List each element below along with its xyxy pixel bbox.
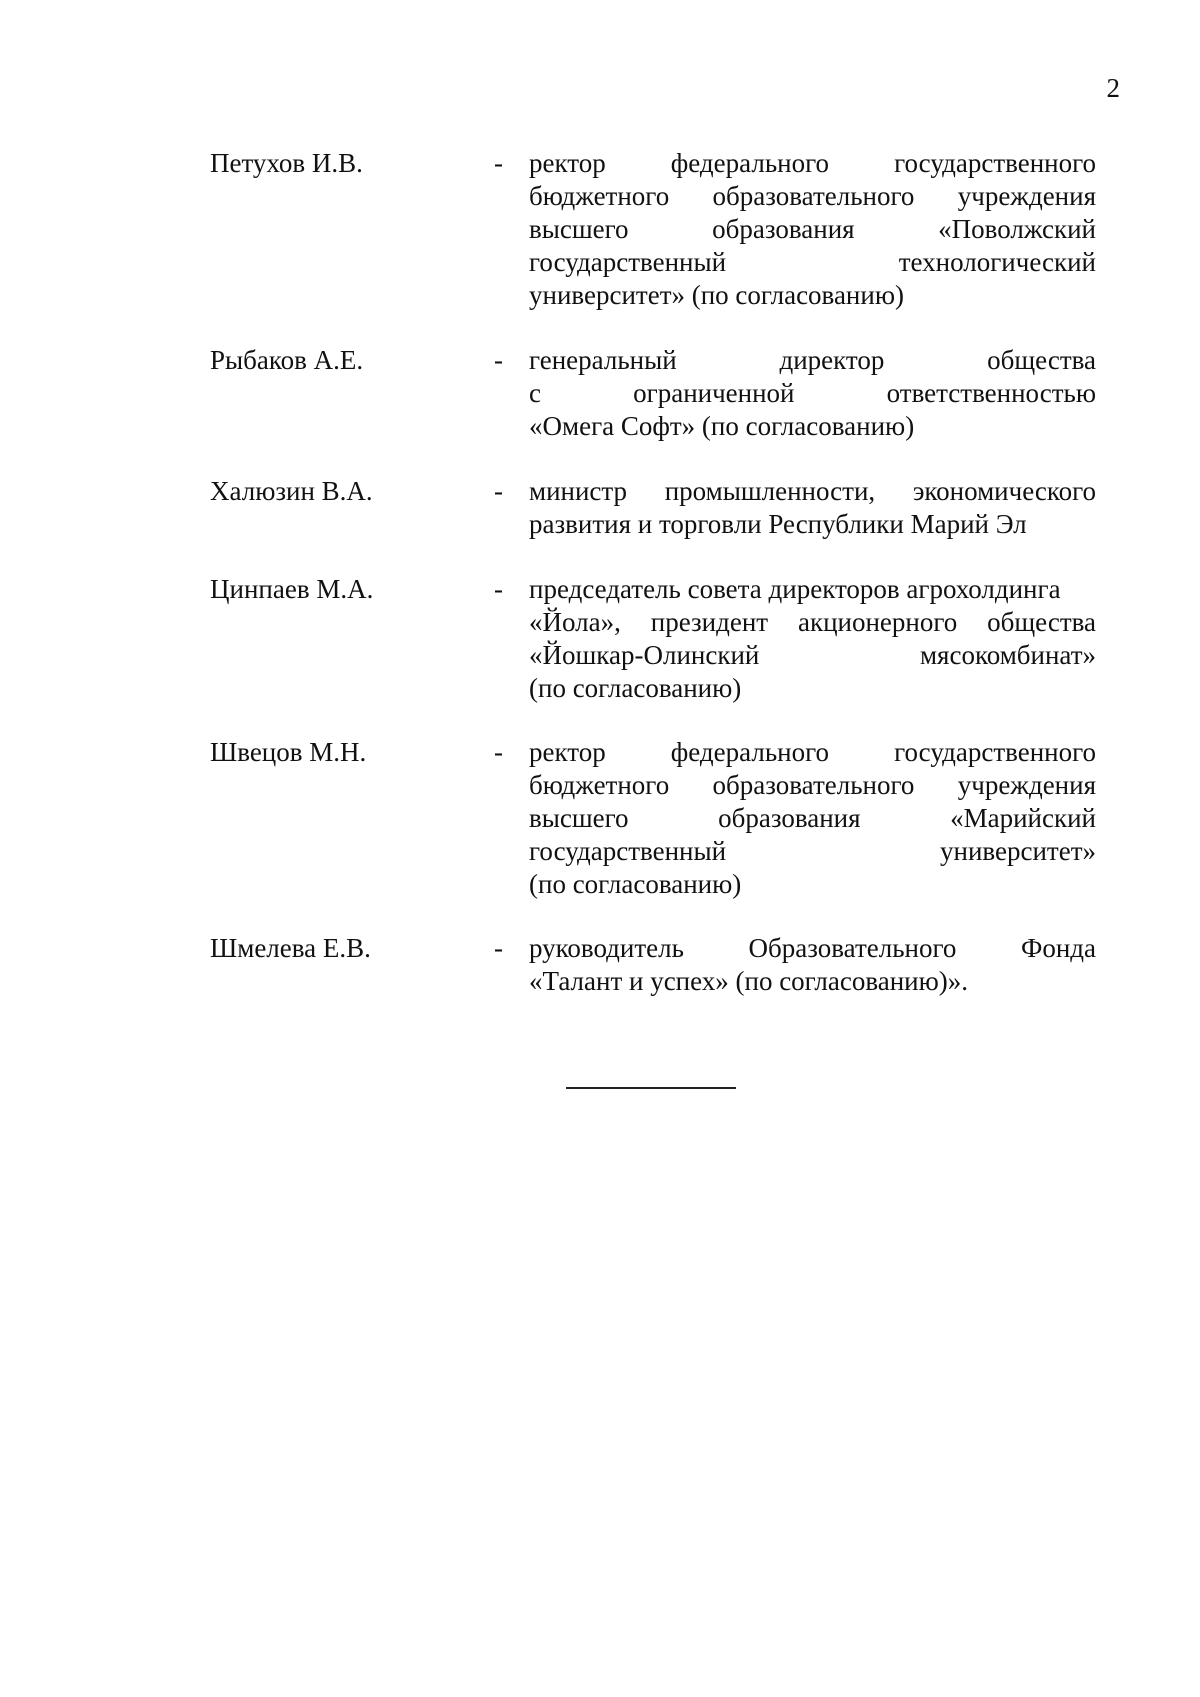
- position-line: руководитель Образовательного Фонда: [529, 933, 1096, 963]
- member-name: Шмелева Е.В.: [210, 933, 371, 963]
- dash-separator: -: [494, 476, 503, 506]
- position-line: бюджетного образовательного учреждения: [529, 181, 1096, 211]
- position-line: генеральный директор общества: [529, 345, 1096, 375]
- member-position: [529, 932, 1096, 998]
- dash-separator: -: [494, 148, 503, 178]
- member-position: [529, 344, 1096, 443]
- position-line: председатель совета директоров агрохолдинга: [529, 574, 1061, 604]
- position-line: (по согласованию): [529, 673, 742, 703]
- position-line: государственный технологический: [529, 247, 1096, 277]
- position-line: «Йошкар-Олинский мясокомбинат»: [529, 640, 1096, 670]
- position-line: с ограниченной ответственностью: [529, 378, 1096, 408]
- closing-divider: [566, 1087, 736, 1089]
- member-name: Петухов И.В.: [210, 148, 363, 178]
- position-line: «Талант и успех» (по согласованию)».: [529, 966, 969, 996]
- dash-separator: -: [494, 737, 503, 767]
- dash-separator: -: [494, 574, 503, 604]
- position-line: развития и торговли Республики Марий Эл: [529, 509, 1027, 539]
- member-name: Швецов М.Н.: [210, 737, 367, 767]
- member-name: Рыбаков А.Е.: [210, 345, 364, 375]
- position-line: (по согласованию): [529, 869, 742, 899]
- position-line: министр промышленности, экономического: [529, 476, 1096, 506]
- dash-separator: -: [494, 345, 503, 375]
- member-position: [529, 475, 1096, 541]
- position-line: бюджетного образовательного учреждения: [529, 770, 1096, 800]
- member-position: [529, 736, 1096, 901]
- position-line: ректор федерального государственного: [529, 148, 1096, 178]
- page-number: 2: [1106, 73, 1120, 103]
- dash-separator: -: [494, 933, 503, 963]
- member-name: Халюзин В.А.: [210, 476, 373, 506]
- member-name: Цинпаев М.А.: [210, 574, 374, 604]
- position-line: государственный университет»: [529, 836, 1096, 866]
- member-position: [529, 573, 1096, 705]
- position-line: высшего образования «Поволжский: [529, 214, 1096, 244]
- position-line: высшего образования «Марийский: [529, 803, 1096, 833]
- position-line: «Йола», президент акционерного общества: [529, 607, 1096, 637]
- position-line: «Омега Софт» (по согласованию): [529, 411, 915, 441]
- member-position: [529, 147, 1096, 312]
- position-line: университет» (по согласованию): [529, 280, 904, 310]
- position-line: ректор федерального государственного: [529, 737, 1096, 767]
